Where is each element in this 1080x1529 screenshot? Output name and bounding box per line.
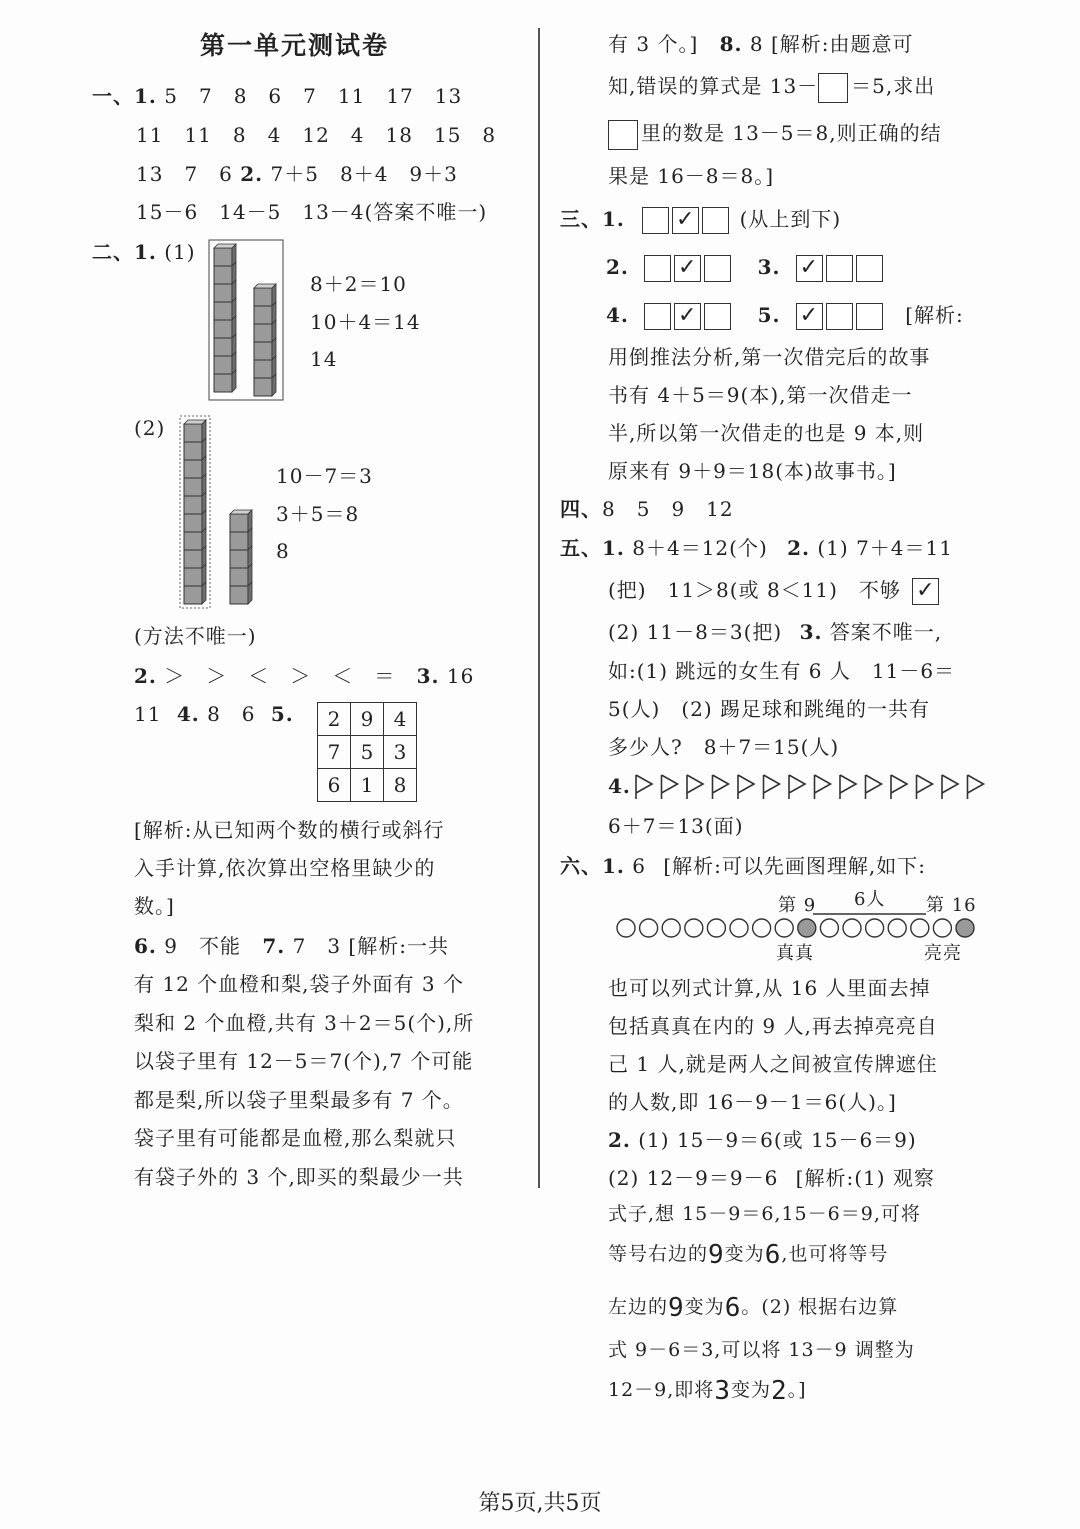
flag-icon (866, 775, 882, 799)
cube (254, 288, 272, 306)
s5-q4-number: 4. (608, 774, 631, 798)
s3-q5-number: 5. (757, 303, 781, 327)
answer-box-checked: ✓ (796, 303, 823, 330)
s3-expl-line-4: 原来有 9＋9＝18(本)故事书。] (608, 459, 897, 483)
q8-line-3 (608, 117, 942, 150)
page-footer: 第5页,共5页 (478, 1491, 602, 1516)
matchstick-digit: 6 (724, 1293, 742, 1323)
s2-q6-number: 6. (134, 934, 157, 958)
s2-expl-2-line-5: 袋子里有可能都是血橙,那么梨就只 (134, 1126, 457, 1150)
section-1-line-3 (136, 158, 458, 190)
blank-box (818, 73, 848, 103)
s6-q2-1: (1) 15－9＝6(或 15－6＝9) (638, 1128, 917, 1152)
cube (184, 478, 202, 496)
q1-answers-2: 11 11 8 4 12 4 18 15 8 (136, 123, 497, 147)
s6-text: ,也可将等号 (781, 1243, 889, 1265)
part-2-eq-1: 10－7＝3 (276, 464, 373, 488)
magic-row (318, 736, 417, 769)
s2-q3-answer-a: 16 (446, 664, 475, 688)
cube (214, 320, 232, 338)
cube (230, 586, 248, 604)
cube (184, 568, 202, 586)
cube (214, 302, 232, 320)
s2-q6-answer: 9 不能 (164, 934, 241, 958)
q1-number: 1. (134, 84, 157, 108)
flag-icon (636, 775, 652, 799)
s3-line-2 (606, 251, 886, 283)
q2-number: 2. (240, 162, 264, 186)
section-3-label: 三、 (560, 207, 602, 231)
q2-answers-1: 7＋5 8＋4 9＋3 (270, 162, 458, 186)
s6-expl-line-1: 也可以列式计算,从 16 人里面去掉 (608, 976, 931, 1000)
matchstick-digit: 9 (668, 1293, 685, 1323)
s2-line-q4 (134, 698, 294, 730)
magic-cell: 6 (318, 769, 351, 802)
page-title: 第一单元测试卷 (200, 31, 390, 60)
flag-icon (840, 775, 856, 799)
s6-text: 变为 (724, 1243, 765, 1265)
s3-expl-line-3: 半,所以第一次借走的也是 9 本,则 (608, 421, 925, 445)
method-note: (方法不唯一) (134, 624, 257, 648)
matchstick-digit: 6 (764, 1240, 782, 1270)
q8-expl-start: [解析:由题意可 (770, 32, 914, 56)
s6-q2-number: 2. (608, 1128, 631, 1152)
magic-cell: 9 (351, 703, 384, 736)
q8-l2-a: 知,错误的算式是 13－ (608, 74, 819, 98)
magic-cell: 7 (318, 736, 351, 769)
s6-q2-line-2 (608, 1162, 935, 1194)
cube-side (232, 370, 236, 392)
cube (214, 338, 232, 356)
person-circle (888, 919, 906, 937)
s5-line-1 (560, 532, 953, 564)
s3-q5-expl-start: [解析: (905, 303, 964, 327)
cube (184, 514, 202, 532)
person-circle (753, 919, 771, 937)
s2-q4-answer: 8 6 (207, 702, 256, 726)
s2-line-q2 (134, 660, 474, 692)
s5-q2-b: (把) 11＞8(或 8＜11) 不够 (608, 578, 901, 602)
s2-line-q6 (134, 930, 449, 962)
s3-q3-number: 3. (757, 255, 781, 279)
cube (184, 586, 202, 604)
part-2-eq-3: 8 (276, 539, 290, 563)
flag-icon (891, 775, 907, 799)
cube-stack-figure-1 (206, 238, 286, 406)
s6-q2-expl-c (608, 1291, 898, 1324)
blank-box (608, 120, 638, 150)
s5-q4-eq: 6＋7＝13(面) (608, 814, 744, 838)
person-circle (617, 919, 635, 937)
answer-box (856, 303, 883, 330)
cube (184, 496, 202, 514)
s3-q4-boxes (644, 299, 734, 331)
magic-cell: 1 (351, 769, 384, 802)
s6-line-1 (560, 850, 926, 882)
cube (184, 442, 202, 460)
s6-text: 12－9,即将 (608, 1379, 715, 1401)
s6-expl-line-2: 包括真真在内的 9 人,再去掉亮亮自 (608, 1014, 938, 1038)
s3-line-3 (606, 299, 964, 331)
magic-cell: 8 (384, 769, 417, 802)
s5-line-3 (608, 616, 942, 648)
answer-box (856, 255, 883, 282)
s3-line-1 (560, 203, 841, 235)
s3-q1-note: (从上到下) (739, 207, 842, 231)
s5-q3-number: 3. (799, 620, 823, 644)
s4-answer: 8 5 9 12 (602, 497, 734, 521)
s2-expl-1-line-1: [解析:从已知两个数的横行或斜行 (134, 818, 445, 842)
q8-answer: 8 (749, 32, 764, 56)
answer-box-checked: ✓ (674, 255, 701, 282)
s6-q1-expl-start: [解析:可以先画图理解,如下: (663, 854, 926, 878)
s2-expl-2-line-2: 梨和 2 个血橙,共有 3＋2＝5(个),所 (134, 1011, 475, 1035)
person-circle (685, 919, 703, 937)
cube-side (202, 582, 206, 604)
s6-text: 变为 (730, 1379, 771, 1401)
q8-line-4: 果是 16－8＝8。] (608, 164, 775, 188)
s6-q2-expl-start: [解析:(1) 观察 (795, 1166, 935, 1190)
s5-q2-number: 2. (787, 536, 811, 560)
cube (254, 342, 272, 360)
answer-box (702, 207, 729, 234)
answer-box (704, 255, 731, 282)
s2-q2-number: 2. (134, 664, 157, 688)
person-circle (707, 919, 725, 937)
s2-expl-2-line-6: 有袋子外的 3 个,即买的梨最少一共 (134, 1165, 464, 1189)
s5-q2-a: (1) 7＋4＝11 (817, 536, 953, 560)
cube (254, 360, 272, 378)
answer-box (826, 255, 853, 282)
s3-q1-boxes (642, 203, 732, 235)
flag-icon (942, 775, 958, 799)
s6-q2-expl-a: 式子,想 15－9＝6,15－6＝9,可将 (608, 1203, 921, 1225)
answer-box (644, 255, 671, 282)
section-1-line-1 (92, 80, 462, 112)
section-4-label: 四、 (560, 497, 602, 521)
queue-name-b: 亮亮 (924, 943, 962, 964)
q2-answers-2: 15－6 14－5 13－4(答案不唯一) (136, 200, 488, 224)
s5-q1-number: 1. (602, 536, 625, 560)
column-divider (538, 28, 540, 1188)
s2-q7-expl-start: [解析:一共 (348, 934, 449, 958)
flag-row (634, 772, 994, 802)
right-line-1 (608, 28, 914, 60)
queue-label-right: 第 16 (926, 895, 977, 916)
s2-q5-number: 5. (270, 702, 294, 726)
q1-answers-3: 13 7 6 (136, 162, 233, 186)
q8-l3: 里的数是 13－5＝8,则正确的结 (641, 121, 942, 145)
magic-square (317, 702, 417, 802)
cube (254, 324, 272, 342)
s5-q2-c: (2) 11－8＝3(把) (608, 620, 783, 644)
s3-q2-number: 2. (606, 255, 629, 279)
person-circle (662, 919, 680, 937)
s2-q4-number: 4. (176, 702, 200, 726)
magic-cell: 5 (351, 736, 384, 769)
queue-name-a: 真真 (776, 943, 814, 964)
person-circle (911, 919, 929, 937)
cube (184, 550, 202, 568)
person-circle (640, 919, 658, 937)
answer-box-checked: ✓ (672, 207, 699, 234)
s6-text: 左边的 (608, 1296, 669, 1318)
matchstick-digit: 9 (708, 1240, 725, 1270)
person-circle (775, 919, 793, 937)
cube (214, 248, 232, 266)
s6-q2-2: (2) 12－9＝9－6 (608, 1166, 779, 1190)
magic-row (318, 703, 417, 736)
part-2-label: (2) (134, 416, 166, 440)
cube (184, 532, 202, 550)
cube-side (248, 582, 252, 604)
continued-text: 有 3 个。] (608, 32, 699, 56)
s6-text: 。] (787, 1379, 807, 1401)
answer-box (826, 303, 853, 330)
magic-row (318, 769, 417, 802)
s5-q3-line-1: 如:(1) 跳远的女生有 6 人 11－6＝ (608, 659, 956, 683)
part-1-eq-2: 10＋4＝14 (310, 310, 421, 334)
matchstick-digit: 3 (714, 1376, 731, 1406)
s5-line-2 (608, 574, 942, 606)
s2-q7-answer: 7 3 (292, 934, 342, 958)
cube-side (272, 374, 276, 396)
cube (214, 356, 232, 374)
cube (230, 532, 248, 550)
answer-box-checked: ✓ (674, 303, 701, 330)
cube (214, 266, 232, 284)
s2-q3-answer-b: 11 (134, 702, 162, 726)
s3-expl-line-2: 书有 4＋5＝9(本),第一次借走一 (608, 383, 913, 407)
person-circle (866, 919, 884, 937)
s6-q2-expl-b (608, 1238, 888, 1271)
s2-q3-number: 3. (416, 664, 440, 688)
s3-q1-number: 1. (602, 207, 625, 231)
s2-expl-2-line-3: 以袋子里有 12－5＝7(个),7 个可能 (134, 1049, 474, 1073)
s3-q2-boxes (644, 251, 734, 283)
flag-icon (789, 775, 805, 799)
s6-expl-line-4: 的人数,即 16－9－1＝6(人)。] (608, 1090, 897, 1114)
magic-cell: 3 (384, 736, 417, 769)
q8-l2-b: ＝5,求出 (851, 74, 936, 98)
s2-expl-2-line-4: 都是梨,所以袋子里梨最多有 7 个。 (134, 1088, 464, 1112)
cube (254, 378, 272, 396)
part-2-eq-2: 3＋5＝8 (276, 502, 360, 526)
s6-q2-line-1 (608, 1124, 917, 1156)
person-circle (820, 919, 838, 937)
s2-expl-1-line-2: 入手计算,依次算出空格里缺少的 (134, 856, 436, 880)
flag-icon (662, 775, 678, 799)
s5-q3-line-3: 多少人? 8＋7＝15(人) (608, 735, 840, 759)
section-2-line-1 (92, 236, 196, 268)
s2-q7-number: 7. (262, 934, 286, 958)
s5-q3-line-2: 5(人) (2) 踢足球和跳绳的一共有 (608, 697, 931, 721)
magic-cell: 2 (318, 703, 351, 736)
answer-box-checked: ✓ (912, 578, 939, 605)
s5-q4-line (608, 770, 631, 802)
cube (214, 374, 232, 392)
cube (184, 460, 202, 478)
cube (184, 424, 202, 442)
cube (230, 514, 248, 532)
queue-label-middle: 6人 (854, 889, 886, 910)
s6-text: 变为 (684, 1296, 725, 1318)
matchstick-digit: 2 (770, 1376, 788, 1406)
s2-q2-answer: ＞ ＞ ＜ ＞ ＜ ＝ (164, 664, 396, 688)
section-2-label: 二、 (92, 240, 134, 264)
s3-q3-boxes (796, 251, 886, 283)
s5-q1-answer: 8＋4＝12(个) (632, 536, 768, 560)
flag-icon (687, 775, 703, 799)
cube (214, 284, 232, 302)
person-circle (730, 919, 748, 937)
s2-q1-number: 1. (134, 240, 157, 264)
flag-icon (713, 775, 729, 799)
queue-label-left: 第 9 (778, 895, 817, 916)
section-5-label: 五、 (560, 536, 602, 560)
q1-answers-1: 5 7 8 6 7 11 17 13 (164, 84, 463, 108)
cube (230, 568, 248, 586)
s3-q4-number: 4. (606, 303, 629, 327)
flag-icon (917, 775, 933, 799)
s4-line (560, 493, 734, 525)
flag-icon (738, 775, 754, 799)
queue-figure (614, 906, 994, 942)
s3-q5-boxes (796, 299, 886, 331)
s5-q3-start: 答案不唯一, (829, 620, 943, 644)
answer-box (644, 303, 671, 330)
s6-text: 等号右边的 (608, 1243, 709, 1265)
cube-stack-figure-2 (178, 414, 258, 612)
magic-cell: 4 (384, 703, 417, 736)
answer-box (642, 207, 669, 234)
flag-icon (968, 775, 984, 799)
s3-expl-line-1: 用倒推法分析,第一次借完后的故事 (608, 345, 931, 369)
s6-q1-number: 1. (602, 854, 625, 878)
part-1-label: (1) (164, 240, 196, 264)
s6-q2-expl-e (608, 1374, 807, 1407)
part-1-eq-1: 8＋2＝10 (310, 272, 407, 296)
person-circle (843, 919, 861, 937)
person-circle-highlighted (956, 919, 974, 937)
q8-number: 8. (719, 32, 743, 56)
person-circle-highlighted (798, 919, 816, 937)
part-1-eq-3: 14 (310, 347, 338, 371)
section-6-label: 六、 (560, 854, 602, 878)
s6-text: 。(2) 根据右边算 (741, 1296, 899, 1318)
s6-q1-answer: 6 (632, 854, 646, 878)
person-circle (933, 919, 951, 937)
q8-line-2 (608, 70, 935, 103)
flag-icon (764, 775, 780, 799)
s6-expl-line-3: 己 1 人,就是两人之间被宣传牌遮住 (608, 1052, 938, 1076)
s2-expl-2-line-1: 有 12 个血橙和梨,袋子外面有 3 个 (134, 972, 464, 996)
s6-q2-expl-d: 式 9－6＝3,可以将 13－9 调整为 (608, 1339, 915, 1361)
section-1-label: 一、 (92, 84, 134, 108)
answer-box (704, 303, 731, 330)
cube (230, 550, 248, 568)
answer-box-checked: ✓ (796, 255, 823, 282)
s2-expl-1-line-3: 数。] (134, 894, 175, 918)
flag-icon (815, 775, 831, 799)
cube (254, 306, 272, 324)
